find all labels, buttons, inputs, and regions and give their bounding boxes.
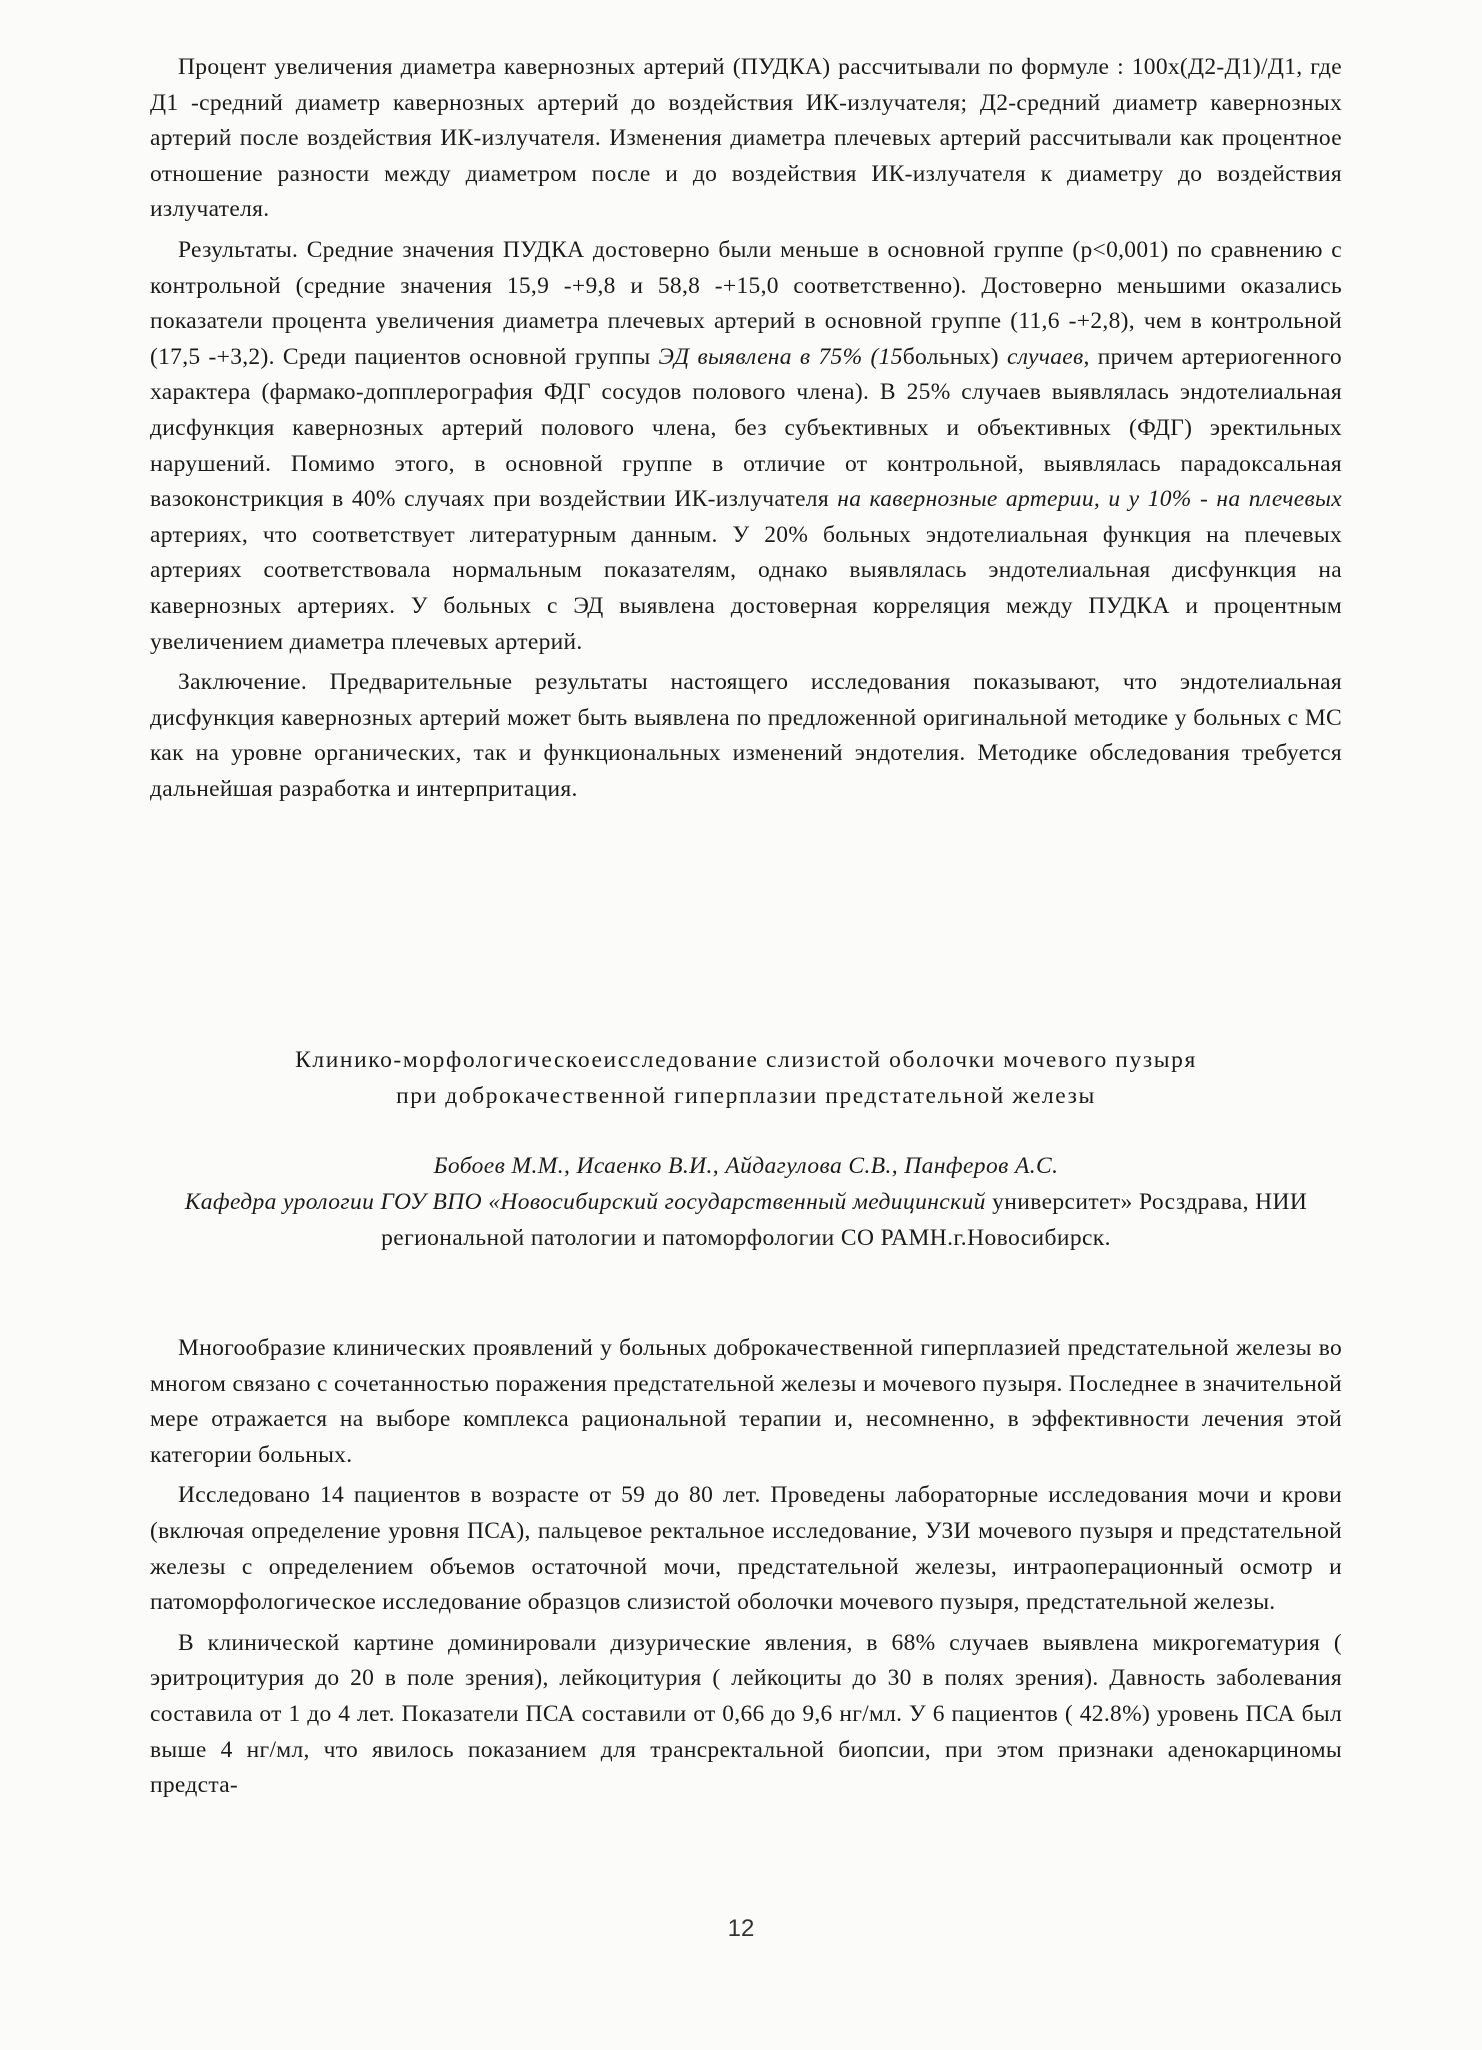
authors: Бобоев М.М., Исаенко В.И., Айдагулова С.В., Панферов А.С. — [433, 1153, 1059, 1179]
text-run-italic: на кавернозные артерии, и у 10% - на плечевых — [837, 486, 1342, 513]
article-body — [150, 1331, 1342, 1804]
text-run: артериях, что соответствует литературным данным. У 20% больных эндотелиальная функция на плечевых артериях соответствовала нормальным показателям, однако выявлялась эндотелиальная дисфункция на кавернозных артериях. У больных с ЭД выявлена достоверная корреляция между ПУДКА и процентным увеличением диаметра плечевых артерий. — [150, 521, 1342, 655]
article-title — [150, 1042, 1342, 1114]
title-line: при доброкачественной гиперплазии предстательной железы — [396, 1083, 1096, 1109]
paragraph: Исследовано 14 пациентов в возрасте от 59 до 80 лет. Проведены лабораторные исследования мочи и крови (включая определение уровня ПСА), пальцевое ректальное исследование, УЗИ мочевого пузыря и предстательной железы с определением объемов остаточной мочи, предстательной железы, интраоперационный осмотр и патоморфологическое исследование образцов слизистой оболочки мочевого пузыря, предстательной железы. — [150, 1482, 1342, 1616]
affiliation — [170, 1184, 1322, 1256]
text-run-italic: ЭД выявлена в 75% (15 — [658, 343, 903, 370]
paragraph: Многообразие клинических проявлений у больных доброкачественной гиперплазией предстательной железы во многом связано с сочетанностью поражения предстательной железы и мочевого пузыря. Последнее в значительной мере отражается на выборе комплекса рациональной терапии и, несомненно, в эффективности лечения этой категории больных. — [150, 1335, 1342, 1468]
page-number: 12 — [727, 1915, 755, 1942]
text-run: Результаты. Средние значения ПУДКА достоверно были меньше в основной группе (р<0,001) по сравнению с контрольной (средние значения 15,9 -+9,8 и 58,8 -+15,0 соответственно). Достоверно меньшими оказались показатели процента увеличения диаметра плечевых артерий в основной группе (11,6 -+2,8), чем в контрольной (17,5 -+3,2). Среди пациентов основной группы — [150, 236, 1342, 370]
paragraph-results — [150, 233, 1342, 660]
article-byline — [170, 1148, 1322, 1256]
paragraph-conclusion: Заключение. Предварительные результаты настоящего исследования показывают, что эндотелиальная дисфункция кавернозных артерий может быть выявлена по предложенной оригинальной методике у больных с МС как на уровне органических, так и функциональных изменений эндотелия. Методике обследования требуется дальнейшая разработка и интерпритация. — [150, 669, 1342, 802]
paragraph: Процент увеличения диаметра кавернозных артерий (ПУДКА) рассчитывали по формуле : 100х(Д2-Д1)/Д1, где Д1 -средний диаметр кавернозных артерий до воздействия ИК-излучателя; Д2-средний диаметр кавернозных артерий после воздействия ИК-излучателя. Изменения диаметра плечевых артерий рассчитывали как процентное отношение разности между диаметром после и до воздействия ИК-излучателя к диаметру до воздействия излучателя. — [150, 54, 1342, 223]
text-run: , причем артериогенного характера (фармако-допплерография ФДГ сосудов полового члена). В 25% случаев выявлялась эндотелиальная дисфункция кавернозных артерий полового члена, без субъективных и объективных (ФДГ) эректильных нарушений. Помимо этого, в основной группе в отличие от контрольной, выявлялась парадоксальная вазоконстрикция в 40% случаях при воздействии ИК-излучателя — [150, 343, 1342, 513]
results-section — [150, 50, 1342, 807]
affiliation-rest: университет» Росздрава, НИИ региональной патологии и патоморфологии СО РАМН.г.Новосибирск. — [381, 1189, 1308, 1251]
text-run-italic: случаев — [1007, 343, 1084, 370]
title-line: Клинико-морфологическоеисследование слизистой оболочки мочевого пузыря — [295, 1047, 1197, 1073]
affiliation-italic: Кафедра урологии ГОУ ВПО «Новосибирский государственный медицинский — [184, 1189, 986, 1215]
text-run: больных) — [902, 343, 1008, 370]
paragraph: В клинической картине доминировали дизурические явления, в 68% случаев выявлена микрогематурия ( эритроцитурия до 20 в поле зрения), лейкоцитурия ( лейкоциты до 30 в полях зрения). Давность заболевания составила от 1 до 4 лет. Показатели ПСА составили от 0,66 до 9,6 нг/мл. У 6 пациентов ( 42.8%) уровень ПСА был выше 4 нг/мл, что явилось показанием для трансректальной биопсии, при этом признаки аденокарциномы предста- — [150, 1629, 1342, 1799]
